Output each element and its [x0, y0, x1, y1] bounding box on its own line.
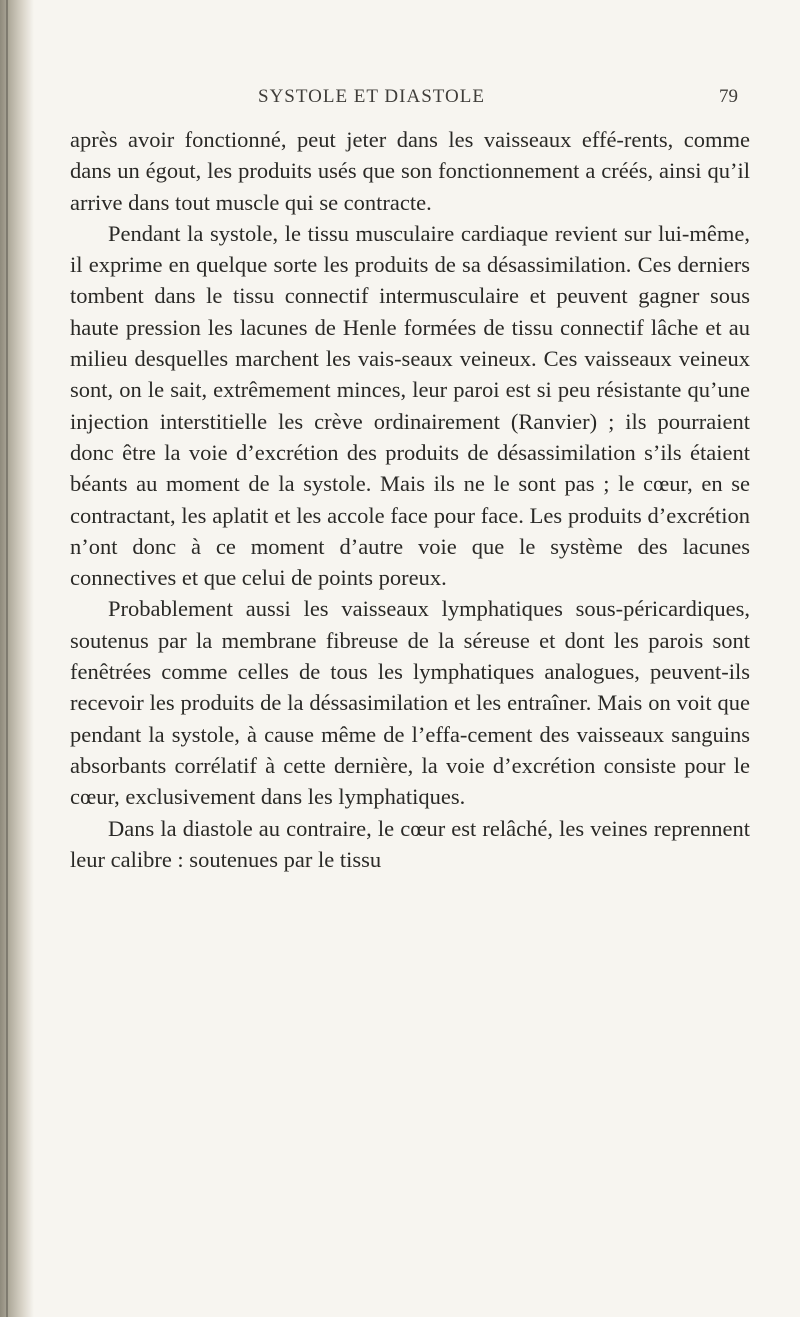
binding-edge: [6, 0, 8, 1317]
body-text: [70, 124, 750, 875]
page-number: 79: [719, 86, 738, 107]
paragraph-1: après avoir fonctionné, peut jeter dans les vaisseaux effé-rents, comme dans un égout, les produits usés que son fonctionnement a créés, ainsi qu’il arrive dans tout muscle qui se contracte.: [70, 127, 750, 215]
paragraph-3: Probablement aussi les vaisseaux lymphatiques sous-péricardiques, soutenus par la membrane fibreuse de la séreuse et dont les parois sont fenêtrées comme celles de tous les lymphatiques analogues, peuvent-ils recevoir les produits de la déssasimilation et les entraîner. Mais on voit que pendant la systole, à cause même de l’effa-cement des vaisseaux sanguins absorbants corrélatif à cette dernière, la voie d’excrétion consiste pour le cœur, exclusivement dans les lymphatiques.: [70, 596, 750, 810]
running-title: SYSTOLE ET DIASTOLE: [258, 86, 485, 107]
running-header: [70, 86, 750, 118]
paragraph-2: Pendant la systole, le tissu musculaire cardiaque revient sur lui-même, il exprime en quelque sorte les produits de sa désassimilation. Ces derniers tombent dans le tissu connectif intermusculaire et peuvent gagner sous haute pression les lacunes de Henle formées de tissu connectif lâche et au milieu desquelles marchent les vais-seaux veineux. Ces vaisseaux veineux sont, on le sait, extrêmement minces, leur paroi est si peu résistante qu’une injection interstitielle les crève ordinairement (Ranvier) ; ils pourraient donc être la voie d’excrétion des produits de désassimilation s’ils étaient béants au moment de la systole. Mais ils ne le sont pas ; le cœur, en se contractant, les aplatit et les accole face pour face. Les produits d’excrétion n’ont donc à ce moment d’autre voie que le système des lacunes connectives et que celui de points poreux.: [70, 220, 750, 591]
paragraph-4: Dans la diastole au contraire, le cœur est relâché, les veines reprennent leur calibre : soutenues par le tissu: [70, 815, 750, 872]
